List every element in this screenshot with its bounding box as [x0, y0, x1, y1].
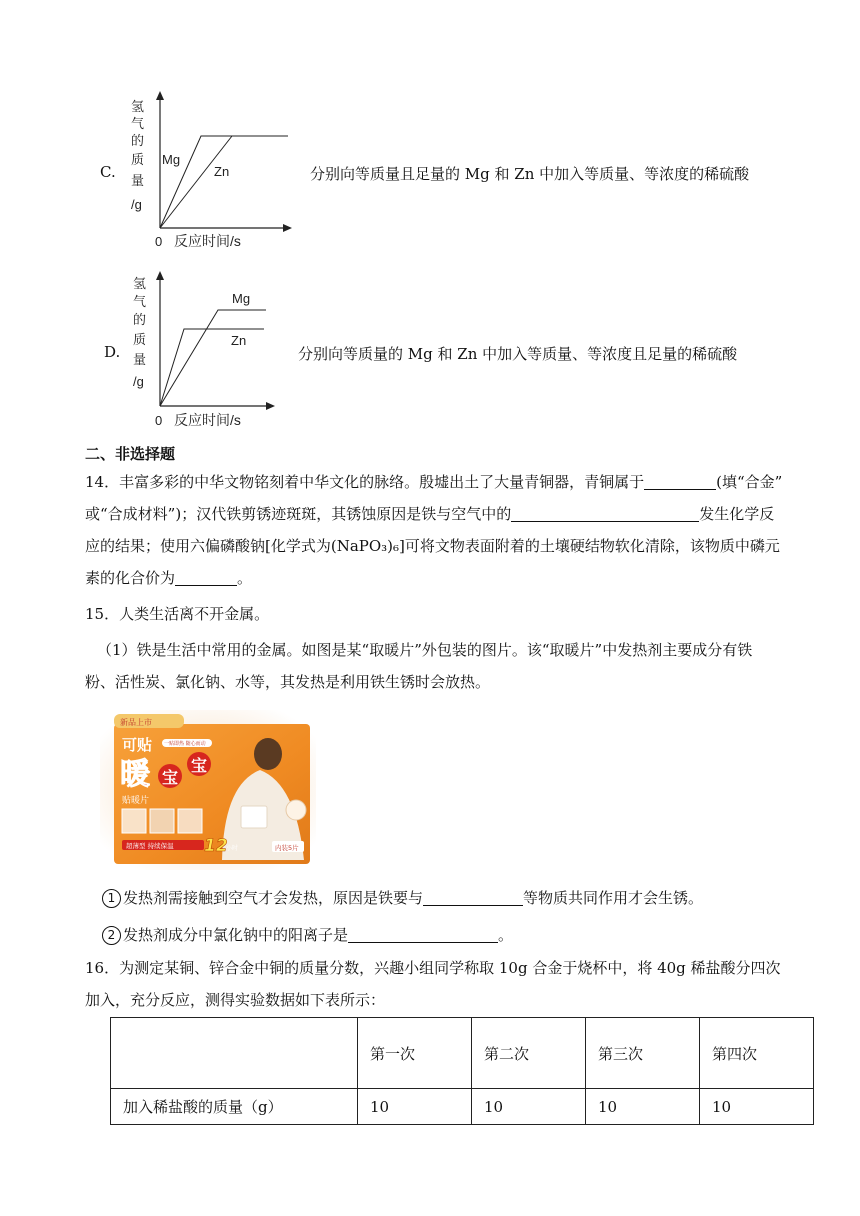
x-axis-arrow — [266, 402, 275, 410]
table-header-cell — [111, 1018, 358, 1089]
item-number: 1 — [102, 889, 121, 908]
q15-item-2 — [102, 919, 513, 951]
pack-count: 内装5片 — [275, 844, 299, 852]
q14-blank-3[interactable] — [175, 567, 237, 586]
heat-patch — [241, 806, 267, 828]
q15-item-text: 。 — [498, 926, 514, 944]
table-cell: 10 — [586, 1089, 700, 1125]
thumbnail — [178, 809, 202, 833]
option-c-statement: 分别向等质量且足量的 Mg 和 Zn 中加入等质量、等浓度的稀硫酸 — [310, 165, 750, 183]
mg-curve — [160, 136, 288, 228]
graph-xlabel: 反应时间/s — [174, 233, 241, 249]
q15-item-text: 等物质共同作用才会生锈。 — [523, 889, 704, 907]
q14-blank-1[interactable] — [644, 471, 716, 490]
q15-item-text: 发热剂需接触到空气才会发热，原因是铁要与 — [123, 889, 424, 907]
zn-curve — [160, 329, 264, 406]
bottom-strip-text: 超薄型 持续保温 — [126, 842, 174, 850]
table-row — [111, 1089, 814, 1125]
thumbnail — [150, 809, 174, 833]
mg-curve — [160, 310, 266, 406]
option-d-letter: D. — [104, 343, 121, 361]
figure-hair — [254, 738, 282, 770]
graph-ylabel-char: 氢 — [131, 99, 145, 114]
hours-number: 12 — [204, 836, 228, 856]
banner-text: 新品上市 — [120, 718, 152, 727]
q14-blank-2[interactable] — [511, 503, 699, 522]
series-label-mg: Mg — [232, 291, 251, 306]
experiment-data-table — [110, 1017, 814, 1125]
graph-ylabel-char: 质 — [133, 332, 147, 347]
q14-text: 素的化合价为 — [85, 569, 176, 587]
graph-ylabel-char: 的 — [133, 312, 147, 327]
q14-text: 或“合成材料”)；汉代铁剪锈迹斑斑，其锈蚀原因是铁与空气中的 — [85, 505, 512, 523]
question-14 — [85, 466, 825, 594]
q14-text: 14．丰富多彩的中华文物铭刻着中华文化的脉络。殷墟出土了大量青铜器，青铜属于 — [85, 473, 645, 491]
table-header-cell: 第一次 — [358, 1018, 472, 1089]
q14-text: 发生化学反 — [699, 505, 775, 523]
table-header-cell: 第四次 — [700, 1018, 814, 1089]
q14-text: 。 — [237, 569, 253, 587]
graph-xlabel: 反应时间/s — [174, 412, 241, 428]
table-cell: 10 — [358, 1089, 472, 1125]
graph-ylabel-char: 量 — [133, 352, 147, 367]
graph-ylabel-char: /g — [133, 374, 144, 389]
q16-line1: 16．为测定某铜、锌合金中铜的质量分数，兴趣小组同学称取 10g 合金于烧杯中，将 40g 稀盐酸分四次 — [85, 959, 781, 977]
series-label-zn: Zn — [214, 164, 230, 179]
q14-text: (填“合金” — [716, 473, 783, 491]
q15-title: 15．人类生活离不开金属。 — [85, 605, 270, 623]
table-header-row — [111, 1018, 814, 1089]
y-axis-arrow — [156, 271, 164, 280]
q15-item-text: 发热剂成分中氯化钠中的阳离子是 — [123, 926, 349, 944]
x-axis-arrow — [283, 224, 292, 232]
series-label-mg: Mg — [162, 152, 181, 167]
table-cell: 加入稀盐酸的质量（g） — [111, 1089, 358, 1125]
brand-top-text: 可贴 — [122, 736, 153, 754]
q15-sub1-line1: （1）铁是生活中常用的金属。如图是某“取暖片”外包装的图片。该“取暖片”中发热剂主要成分有铁 — [97, 641, 753, 659]
item-number: 2 — [102, 926, 121, 945]
q14-text: 应的结果；使用六偏磷酸钠[化学式为(NaPO₃)₆]可将文物表面附着的土壤硬结物软化清除，该物质中磷元 — [85, 537, 780, 555]
brand-char: 暖 — [120, 757, 150, 792]
product-type: 贴暖片 — [122, 796, 150, 806]
badge-circle — [286, 800, 306, 820]
zn-curve — [160, 136, 232, 228]
brand-char: 宝 — [191, 756, 208, 775]
table-header-cell: 第二次 — [472, 1018, 586, 1089]
question-16 — [85, 952, 825, 1016]
graph-ylabel-char: 氢 — [133, 276, 147, 291]
graph-ylabel-char: 质 — [131, 152, 145, 167]
brand-char: 宝 — [162, 768, 179, 787]
series-label-zn: Zn — [231, 333, 247, 348]
table-header-cell: 第三次 — [586, 1018, 700, 1089]
hand-warmer-package-image — [100, 710, 316, 870]
thumbnail — [122, 809, 146, 833]
graph-origin: 0 — [155, 234, 163, 249]
q15-blank-2[interactable] — [348, 924, 498, 943]
q16-line2: 加入，充分反应，测得实验数据如下表所示： — [85, 991, 386, 1009]
section-title: 二、非选择题 — [85, 445, 176, 463]
graph-ylabel-char: 气 — [131, 116, 145, 131]
option-d-graph — [128, 268, 298, 430]
option-d-statement: 分别向等质量的 Mg 和 Zn 中加入等质量、等浓度且足量的稀硫酸 — [298, 345, 738, 363]
graph-ylabel-char: 的 — [131, 133, 145, 148]
q15-sub1-line2: 粉、活性炭、氯化钠、水等，其发热是利用铁生锈时会放热。 — [85, 673, 491, 691]
option-c-graph — [126, 88, 302, 250]
graph-ylabel-char: 量 — [131, 173, 145, 188]
y-axis-arrow — [156, 91, 164, 100]
table-cell: 10 — [472, 1089, 586, 1125]
option-c-letter: C. — [100, 163, 116, 181]
hours-unit: 小时 — [226, 845, 239, 852]
graph-ylabel-char: 气 — [133, 294, 147, 309]
q15-item-1 — [102, 882, 703, 914]
graph-ylabel-char: /g — [131, 197, 142, 212]
tagline: 一贴即热 随心而动 — [164, 741, 206, 747]
graph-origin: 0 — [155, 413, 163, 428]
table-cell: 10 — [700, 1089, 814, 1125]
question-15 — [85, 598, 825, 698]
q15-blank-1[interactable] — [423, 887, 523, 906]
